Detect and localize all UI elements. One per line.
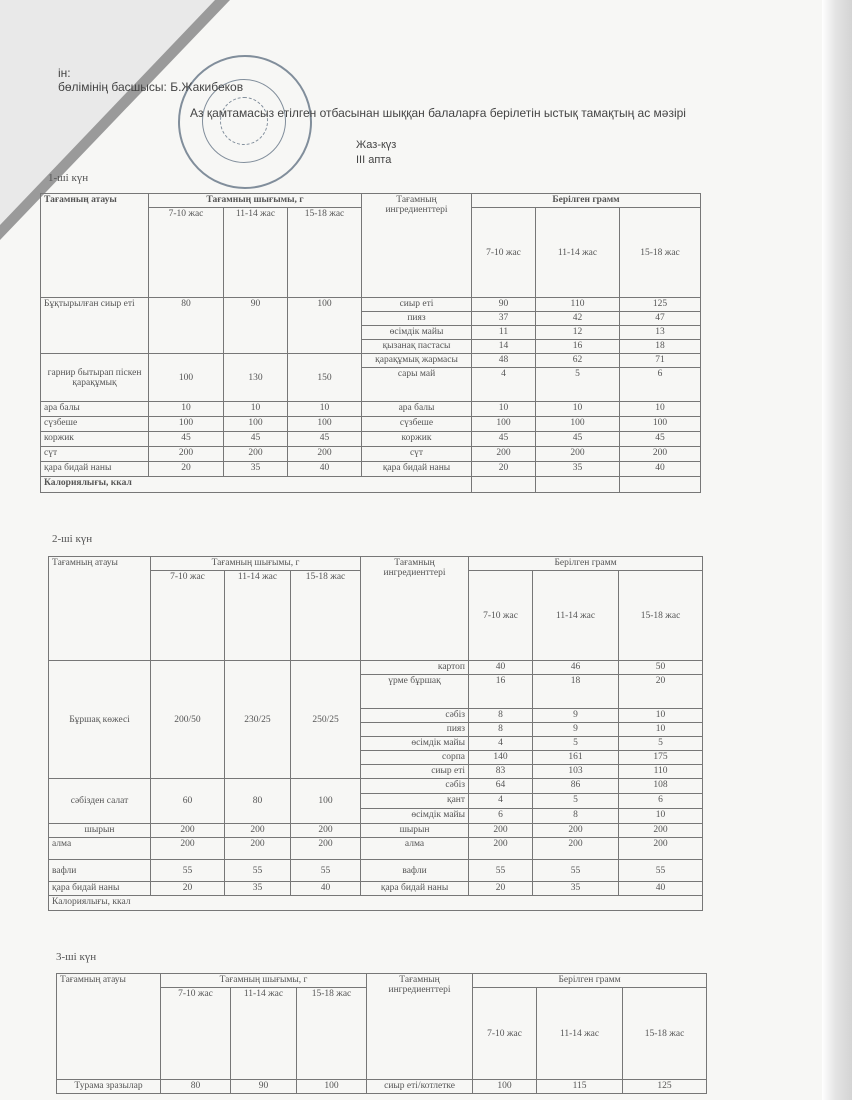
gram-cell: 6 xyxy=(469,809,533,824)
calories-row xyxy=(49,896,703,911)
ingredient-cell: пияз xyxy=(361,723,469,737)
yield-cell: 20 xyxy=(149,462,224,477)
age-header: 7-10 жас xyxy=(149,208,224,298)
table-row xyxy=(57,1080,707,1094)
ingredient-cell: сорпа xyxy=(361,751,469,765)
yield-cell: 200 xyxy=(291,824,361,838)
gram-cell: 161 xyxy=(533,751,619,765)
gram-cell: 40 xyxy=(619,882,703,896)
gram-cell: 10 xyxy=(619,809,703,824)
day1-label: 1-ші күн xyxy=(48,172,89,184)
gram-cell: 86 xyxy=(533,779,619,794)
gram-cell: 40 xyxy=(469,661,533,675)
gram-cell: 10 xyxy=(536,402,620,417)
yield-cell: 45 xyxy=(288,432,362,447)
ingredient-cell: үрме бұршақ xyxy=(361,675,469,709)
yield-cell: 45 xyxy=(149,432,224,447)
ingredient-cell: сиыр еті xyxy=(361,765,469,779)
age-header: 15-18 жас xyxy=(623,988,707,1080)
ingredient-cell: қара бидай наны xyxy=(361,882,469,896)
yield-cell: 100 xyxy=(297,1080,367,1094)
table-row xyxy=(49,860,703,882)
ingredient-cell: сәбіз xyxy=(361,779,469,794)
gram-cell: 71 xyxy=(620,354,701,368)
gram-cell: 9 xyxy=(533,723,619,737)
ingredient-cell: сүзбеше xyxy=(362,417,472,432)
yield-cell: 200 xyxy=(291,838,361,860)
yield-cell: 60 xyxy=(151,779,225,824)
age-header: 11-14 жас xyxy=(536,208,620,298)
yield-cell: 100 xyxy=(288,417,362,432)
gram-cell: 100 xyxy=(620,417,701,432)
yield-cell: 200 xyxy=(149,447,224,462)
yield-cell: 200 xyxy=(224,447,288,462)
day2-table xyxy=(48,556,703,911)
department-head-line: бөлімінің басшысы: Б.Жакибеков xyxy=(58,80,244,94)
yield-cell: 200 xyxy=(288,447,362,462)
table-row xyxy=(41,354,701,368)
ingredient-cell: өсімдік майы xyxy=(361,737,469,751)
ingredient-cell: өсімдік майы xyxy=(361,809,469,824)
table-row xyxy=(41,447,701,462)
gram-cell: 46 xyxy=(533,661,619,675)
age-header: 11-14 жас xyxy=(533,571,619,661)
day3-table xyxy=(56,973,707,1094)
age-header: 7-10 жас xyxy=(473,988,537,1080)
gram-cell: 12 xyxy=(536,326,620,340)
yield-cell: 200 xyxy=(151,838,225,860)
gram-cell: 18 xyxy=(620,340,701,354)
age-header: 15-18 жас xyxy=(288,208,362,298)
ingredient-cell: шырын xyxy=(361,824,469,838)
gram-cell: 35 xyxy=(536,462,620,477)
age-header: 7-10 жас xyxy=(469,571,533,661)
gram-cell: 200 xyxy=(533,824,619,838)
gram-cell: 42 xyxy=(536,312,620,326)
yield-cell: 10 xyxy=(288,402,362,417)
given-gram-header: Берілген грамм xyxy=(472,194,701,208)
gram-cell: 55 xyxy=(619,860,703,882)
gram-cell: 175 xyxy=(619,751,703,765)
gram-cell: 100 xyxy=(536,417,620,432)
gram-cell: 45 xyxy=(472,432,536,447)
gram-cell: 4 xyxy=(469,794,533,809)
calories-label: Калориялығы, ккал xyxy=(49,896,703,911)
yield-cell: 35 xyxy=(225,882,291,896)
yield-cell: 10 xyxy=(149,402,224,417)
gram-cell: 20 xyxy=(469,882,533,896)
yield-cell: 80 xyxy=(149,298,224,354)
dish-cell: Бұршақ көжесі xyxy=(49,661,151,779)
dish-cell: сәбізден салат xyxy=(49,779,151,824)
yield-cell: 40 xyxy=(288,462,362,477)
page-title: Аз қамтамасыз етілген отбасынан шыққан балаларға берілетін ыстық тамақтың ас мәзірі xyxy=(190,106,686,120)
yield-header: Тағамның шығымы, г xyxy=(161,974,367,988)
gram-cell: 5 xyxy=(619,737,703,751)
gram-cell: 10 xyxy=(619,723,703,737)
gram-cell: 18 xyxy=(533,675,619,709)
yield-cell: 100 xyxy=(288,298,362,354)
ingredients-header: Тағамның ингредиенттері xyxy=(367,974,473,1080)
gram-cell: 4 xyxy=(469,737,533,751)
given-gram-header: Берілген грамм xyxy=(469,557,703,571)
gram-cell: 100 xyxy=(472,417,536,432)
gram-cell: 200 xyxy=(620,447,701,462)
calories-label: Калориялығы, ккал xyxy=(41,477,472,493)
gram-cell: 16 xyxy=(469,675,533,709)
day1-table xyxy=(40,193,701,493)
gram-cell: 55 xyxy=(533,860,619,882)
gram-cell: 8 xyxy=(533,809,619,824)
yield-cell: 100 xyxy=(149,354,224,402)
table-row xyxy=(41,298,701,312)
age-header: 11-14 жас xyxy=(225,571,291,661)
gram-cell: 37 xyxy=(472,312,536,326)
age-header: 15-18 жас xyxy=(297,988,367,1080)
yield-cell: 200 xyxy=(151,824,225,838)
gram-cell: 16 xyxy=(536,340,620,354)
gram-cell: 45 xyxy=(536,432,620,447)
ingredient-cell: картоп xyxy=(361,661,469,675)
table-row xyxy=(41,462,701,477)
ingredient-cell: өсімдік майы xyxy=(362,326,472,340)
day2-label: 2-ші күн xyxy=(52,533,93,545)
dish-cell: гарнир бытырап піскен қарақұмық xyxy=(41,354,149,402)
gram-cell: 8 xyxy=(469,723,533,737)
age-header: 11-14 жас xyxy=(231,988,297,1080)
gram-cell: 5 xyxy=(536,368,620,402)
age-header: 7-10 жас xyxy=(151,571,225,661)
gram-cell: 100 xyxy=(473,1080,537,1094)
age-header: 11-14 жас xyxy=(537,988,623,1080)
gram-cell: 83 xyxy=(469,765,533,779)
gram-cell: 20 xyxy=(472,462,536,477)
yield-cell: 55 xyxy=(225,860,291,882)
yield-cell: 100 xyxy=(149,417,224,432)
age-header: 7-10 жас xyxy=(161,988,231,1080)
dish-cell: алма xyxy=(49,838,151,860)
gram-cell: 45 xyxy=(620,432,701,447)
gram-cell: 5 xyxy=(533,737,619,751)
yield-cell: 250/25 xyxy=(291,661,361,779)
dish-cell: Турама зразылар xyxy=(57,1080,161,1094)
dish-cell: сүт xyxy=(41,447,149,462)
gram-cell: 10 xyxy=(620,402,701,417)
age-header: 15-18 жас xyxy=(291,571,361,661)
dish-cell: Бұқтырылған сиыр еті xyxy=(41,298,149,354)
age-header: 15-18 жас xyxy=(620,208,701,298)
calories-row xyxy=(41,477,701,493)
gram-cell: 200 xyxy=(536,447,620,462)
gram-cell: 90 xyxy=(472,298,536,312)
gram-cell: 200 xyxy=(619,838,703,860)
gram-cell: 6 xyxy=(619,794,703,809)
gram-cell: 103 xyxy=(533,765,619,779)
dish-name-header: Тағамның атауы xyxy=(49,557,151,661)
age-header: 15-18 жас xyxy=(619,571,703,661)
gram-cell: 48 xyxy=(472,354,536,368)
yield-cell: 35 xyxy=(224,462,288,477)
dish-cell: қара бидай наны xyxy=(49,882,151,896)
table-row xyxy=(49,882,703,896)
age-header: 11-14 жас xyxy=(224,208,288,298)
gram-cell: 4 xyxy=(472,368,536,402)
gram-cell: 110 xyxy=(536,298,620,312)
yield-cell: 80 xyxy=(225,779,291,824)
yield-cell: 90 xyxy=(224,298,288,354)
gram-cell: 200 xyxy=(472,447,536,462)
gram-cell: 64 xyxy=(469,779,533,794)
gram-cell: 10 xyxy=(472,402,536,417)
dish-cell: сүзбеше xyxy=(41,417,149,432)
gram-cell: 40 xyxy=(620,462,701,477)
yield-cell: 20 xyxy=(151,882,225,896)
yield-cell: 100 xyxy=(291,779,361,824)
yield-cell: 40 xyxy=(291,882,361,896)
gram-cell: 8 xyxy=(469,709,533,723)
gram-cell: 10 xyxy=(619,709,703,723)
ingredient-cell: сүт xyxy=(362,447,472,462)
gram-cell: 200 xyxy=(619,824,703,838)
dish-name-header: Тағамның атауы xyxy=(57,974,161,1080)
yield-cell: 150 xyxy=(288,354,362,402)
yield-cell: 55 xyxy=(291,860,361,882)
gram-cell: 200 xyxy=(469,838,533,860)
ingredient-cell: сәбіз xyxy=(361,709,469,723)
yield-cell: 55 xyxy=(151,860,225,882)
table-row xyxy=(41,402,701,417)
gram-cell: 140 xyxy=(469,751,533,765)
gram-cell: 5 xyxy=(533,794,619,809)
approval-line: ін: xyxy=(58,66,71,80)
gram-cell: 55 xyxy=(469,860,533,882)
ingredients-header: Тағамның ингредиенттері xyxy=(362,194,472,298)
dish-cell: қара бидай наны xyxy=(41,462,149,477)
yield-cell: 10 xyxy=(224,402,288,417)
ingredient-cell: коржик xyxy=(362,432,472,447)
gram-cell: 47 xyxy=(620,312,701,326)
table-row xyxy=(41,432,701,447)
ingredient-cell: пияз xyxy=(362,312,472,326)
age-header: 7-10 жас xyxy=(472,208,536,298)
gram-cell: 115 xyxy=(537,1080,623,1094)
gram-cell: 20 xyxy=(619,675,703,709)
dish-cell: шырын xyxy=(49,824,151,838)
ingredient-cell: сары май xyxy=(362,368,472,402)
scan-edge xyxy=(822,0,852,1100)
gram-cell: 35 xyxy=(533,882,619,896)
yield-header: Тағамның шығымы, г xyxy=(151,557,361,571)
gram-cell: 62 xyxy=(536,354,620,368)
given-gram-header: Берілген грамм xyxy=(473,974,707,988)
yield-cell: 130 xyxy=(224,354,288,402)
ingredient-cell: сиыр еті xyxy=(362,298,472,312)
yield-cell: 200 xyxy=(225,824,291,838)
yield-cell: 230/25 xyxy=(225,661,291,779)
week-label: III апта xyxy=(356,154,392,166)
yield-cell: 80 xyxy=(161,1080,231,1094)
gram-cell: 13 xyxy=(620,326,701,340)
gram-cell: 200 xyxy=(469,824,533,838)
official-stamp xyxy=(178,55,312,189)
table-row xyxy=(49,838,703,860)
gram-cell: 50 xyxy=(619,661,703,675)
ingredient-cell: қара бидай наны xyxy=(362,462,472,477)
gram-cell: 125 xyxy=(620,298,701,312)
dish-name-header: Тағамның атауы xyxy=(41,194,149,298)
ingredient-cell: қарақұмық жармасы xyxy=(362,354,472,368)
gram-cell: 14 xyxy=(472,340,536,354)
gram-cell: 110 xyxy=(619,765,703,779)
dish-cell: ара балы xyxy=(41,402,149,417)
yield-cell: 45 xyxy=(224,432,288,447)
yield-cell: 200 xyxy=(225,838,291,860)
gram-cell: 200 xyxy=(533,838,619,860)
dish-cell: вафли xyxy=(49,860,151,882)
ingredients-header: Тағамның ингредиенттері xyxy=(361,557,469,661)
table-row xyxy=(49,779,703,794)
day3-label: 3-ші күн xyxy=(56,951,97,963)
ingredient-cell: вафли xyxy=(361,860,469,882)
table-row xyxy=(49,824,703,838)
table-row xyxy=(41,417,701,432)
season-label: Жаз-күз xyxy=(356,139,397,151)
yield-cell: 100 xyxy=(224,417,288,432)
yield-cell: 200/50 xyxy=(151,661,225,779)
gram-cell: 125 xyxy=(623,1080,707,1094)
yield-cell: 90 xyxy=(231,1080,297,1094)
gram-cell: 9 xyxy=(533,709,619,723)
ingredient-cell: қызанақ пастасы xyxy=(362,340,472,354)
dish-cell: коржик xyxy=(41,432,149,447)
ingredient-cell: сиыр еті/котлетке xyxy=(367,1080,473,1094)
gram-cell: 6 xyxy=(620,368,701,402)
gram-cell: 108 xyxy=(619,779,703,794)
yield-header: Тағамның шығымы, г xyxy=(149,194,362,208)
gram-cell: 11 xyxy=(472,326,536,340)
ingredient-cell: алма xyxy=(361,838,469,860)
table-row xyxy=(49,661,703,675)
ingredient-cell: қант xyxy=(361,794,469,809)
ingredient-cell: ара балы xyxy=(362,402,472,417)
